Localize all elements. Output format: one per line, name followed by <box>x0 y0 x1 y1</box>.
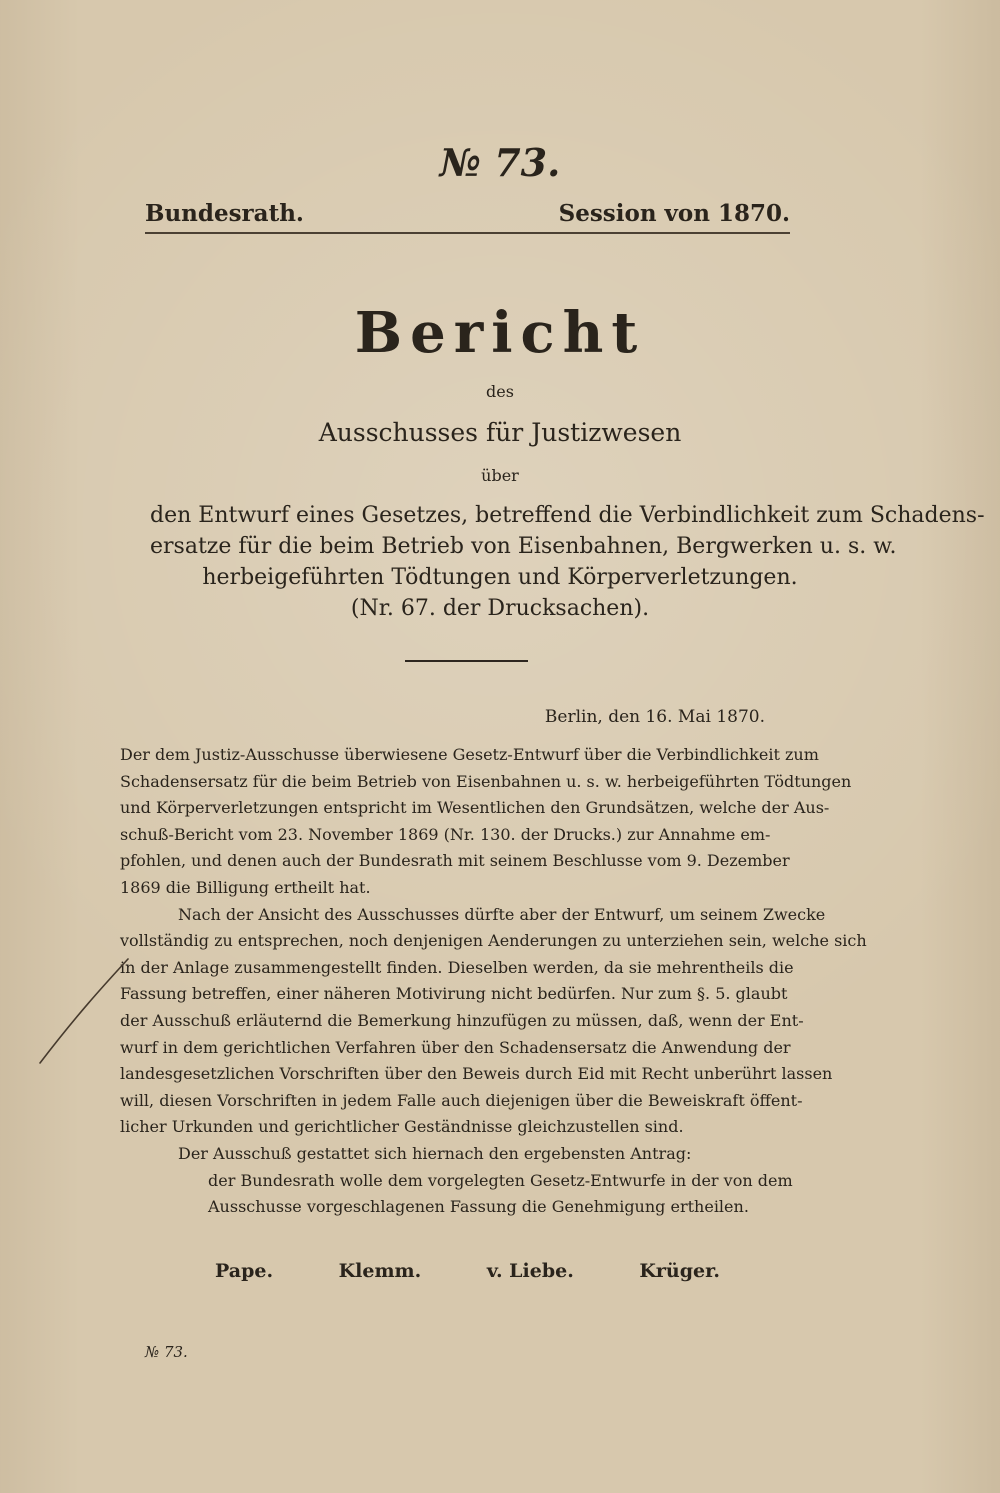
footer-document-number: № 73. <box>145 1343 188 1361</box>
body-line: Fassung betreffen, einer näheren Motivirung nicht bedürfen. Nur zum §. 5. glaubt <box>120 984 788 1004</box>
header-rule <box>145 232 790 234</box>
body-line: vollständig zu entsprechen, noch denjenigen Aenderungen zu unterziehen sein, welche sich <box>120 931 867 951</box>
body-line: in der Anlage zusammengestellt finden. Dieselben werden, da sie mehrentheils die <box>120 957 794 977</box>
subject-line: ersatze für die beim Betrieb von Eisenbahnen, Bergwerken u. s. w. <box>150 534 897 559</box>
signature-klemm: Klemm. <box>338 1260 422 1282</box>
body-line: schuß-Bericht vom 23. November 1869 (Nr. 130. der Drucks.) zur Annahme em- <box>120 824 771 844</box>
body-line: Der Ausschuß gestattet sich hiernach den ergebensten Antrag: <box>178 1143 692 1163</box>
report-body <box>120 742 867 1221</box>
ueber-line: über <box>481 466 519 485</box>
subject-line: den Entwurf eines Gesetzes, betreffend die Verbindlichkeit zum Schadens- <box>150 503 985 528</box>
body-line: licher Urkunden und gerichtlicher Geständnisse gleichzustellen sind. <box>120 1117 684 1137</box>
body-line: der Bundesrath wolle dem vorgelegten Gesetz-Entwurfe in der von dem <box>208 1170 793 1190</box>
body-line: Ausschusse vorgeschlagenen Fassung die Genehmigung ertheilen. <box>208 1197 749 1217</box>
signature-liebe: v. Liebe. <box>486 1260 574 1282</box>
body-line: will, diesen Vorschriften in jedem Falle auch diejenigen über die Beweiskraft öffent- <box>120 1090 803 1110</box>
body-line: 1869 die Billigung ertheilt hat. <box>120 877 371 897</box>
body-line: Schadensersatz für die beim Betrieb von Eisenbahnen u. s. w. herbeigeführten Tödtungen <box>120 771 852 791</box>
section-separator <box>405 660 528 662</box>
body-line: landesgesetzlichen Vorschriften über den Beweis durch Eid mit Recht unberührt lassen <box>120 1064 833 1084</box>
body-line: Nach der Ansicht des Ausschusses dürfte aber der Entwurf, um seinem Zwecke <box>178 904 826 924</box>
body-line: Der dem Justiz-Ausschusse überwiesene Gesetz-Entwurf über die Verbindlichkeit zum <box>120 745 819 764</box>
body-line: der Ausschuß erläuternd die Bemerkung hinzufügen zu müssen, daß, wenn der Ent- <box>120 1010 804 1030</box>
body-line: und Körperverletzungen entspricht im Wesentlichen den Grundsätzen, welche der Aus- <box>120 798 830 818</box>
document-date: Berlin, den 16. Mai 1870. <box>544 707 765 727</box>
subject-block <box>150 500 985 624</box>
signature-pape: Pape. <box>215 1260 274 1282</box>
committee-heading: Ausschusses für Justizwesen <box>318 418 682 447</box>
document-number-title: № 73. <box>439 140 561 185</box>
session-heading: Session von 1870. <box>558 200 790 227</box>
signature-krueger: Krüger. <box>639 1260 720 1282</box>
subject-line: (Nr. 67. der Drucksachen). <box>350 596 650 621</box>
article-des: des <box>486 382 514 401</box>
body-line: wurf in dem gerichtlichen Verfahren über den Schadensersatz die Anwendung der <box>120 1037 791 1057</box>
subject-line: herbeigeführten Tödtungen und Körperverletzungen. <box>202 565 798 590</box>
body-line: pfohlen, und denen auch der Bundesrath mit seinem Beschlusse vom 9. Dezember <box>120 851 790 871</box>
issuer-heading: Bundesrath. <box>145 200 304 227</box>
signature-row <box>215 1260 720 1282</box>
report-title: Bericht <box>354 300 646 366</box>
